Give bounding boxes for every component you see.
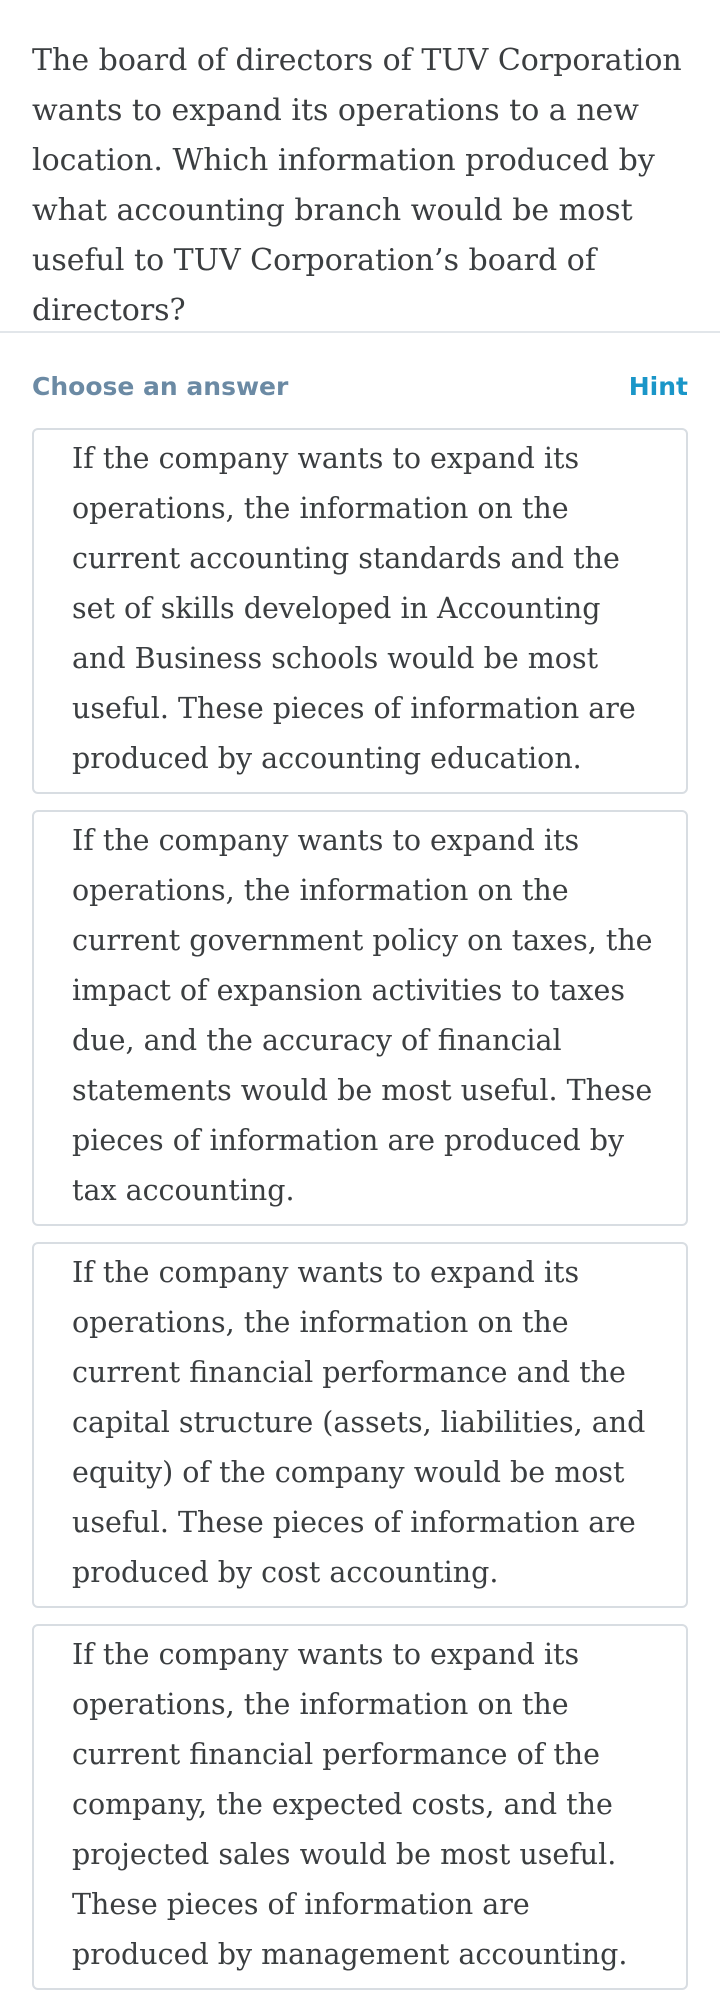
answer-choice-text: If the company wants to expand its operations, the information on the current accounting standards and the set of skills developed in Accounting and Business schools would be most useful. These pieces of information are produced by accounting education. [72, 442, 636, 775]
answer-choice-text: If the company wants to expand its operations, the information on the current financial performance of the company, the expected costs, and the projected sales would be most useful. These pieces of information are produced by management accounting. [72, 1638, 628, 1971]
choose-answer-label: Choose an answer [32, 371, 289, 401]
answer-choice-text: If the company wants to expand its operations, the information on the current government policy on taxes, the impact of expansion activities to taxes due, and the accuracy of financial statements would be most useful. These pieces of information are produced by tax accounting. [72, 824, 653, 1207]
question-text: The board of directors of TUV Corporation wants to expand its operations to a new location. Which information produced by what accounting branch would be most useful to TUV Corporation’s board of directors? [32, 43, 682, 328]
answer-choice-1[interactable] [32, 428, 688, 794]
answer-choices [32, 428, 688, 2006]
answer-choice-4[interactable] [32, 1624, 688, 1990]
answer-choice-text: If the company wants to expand its operations, the information on the current financial performance and the capital structure (assets, liabilities, and equity) of the company would be most useful. These pieces of information are produced by cost accounting. [72, 1256, 646, 1589]
divider [0, 331, 720, 333]
hint-button[interactable]: Hint [628, 371, 688, 401]
answer-choice-3[interactable] [32, 1242, 688, 1608]
answer-header [32, 366, 688, 406]
answer-choice-2[interactable] [32, 810, 688, 1226]
